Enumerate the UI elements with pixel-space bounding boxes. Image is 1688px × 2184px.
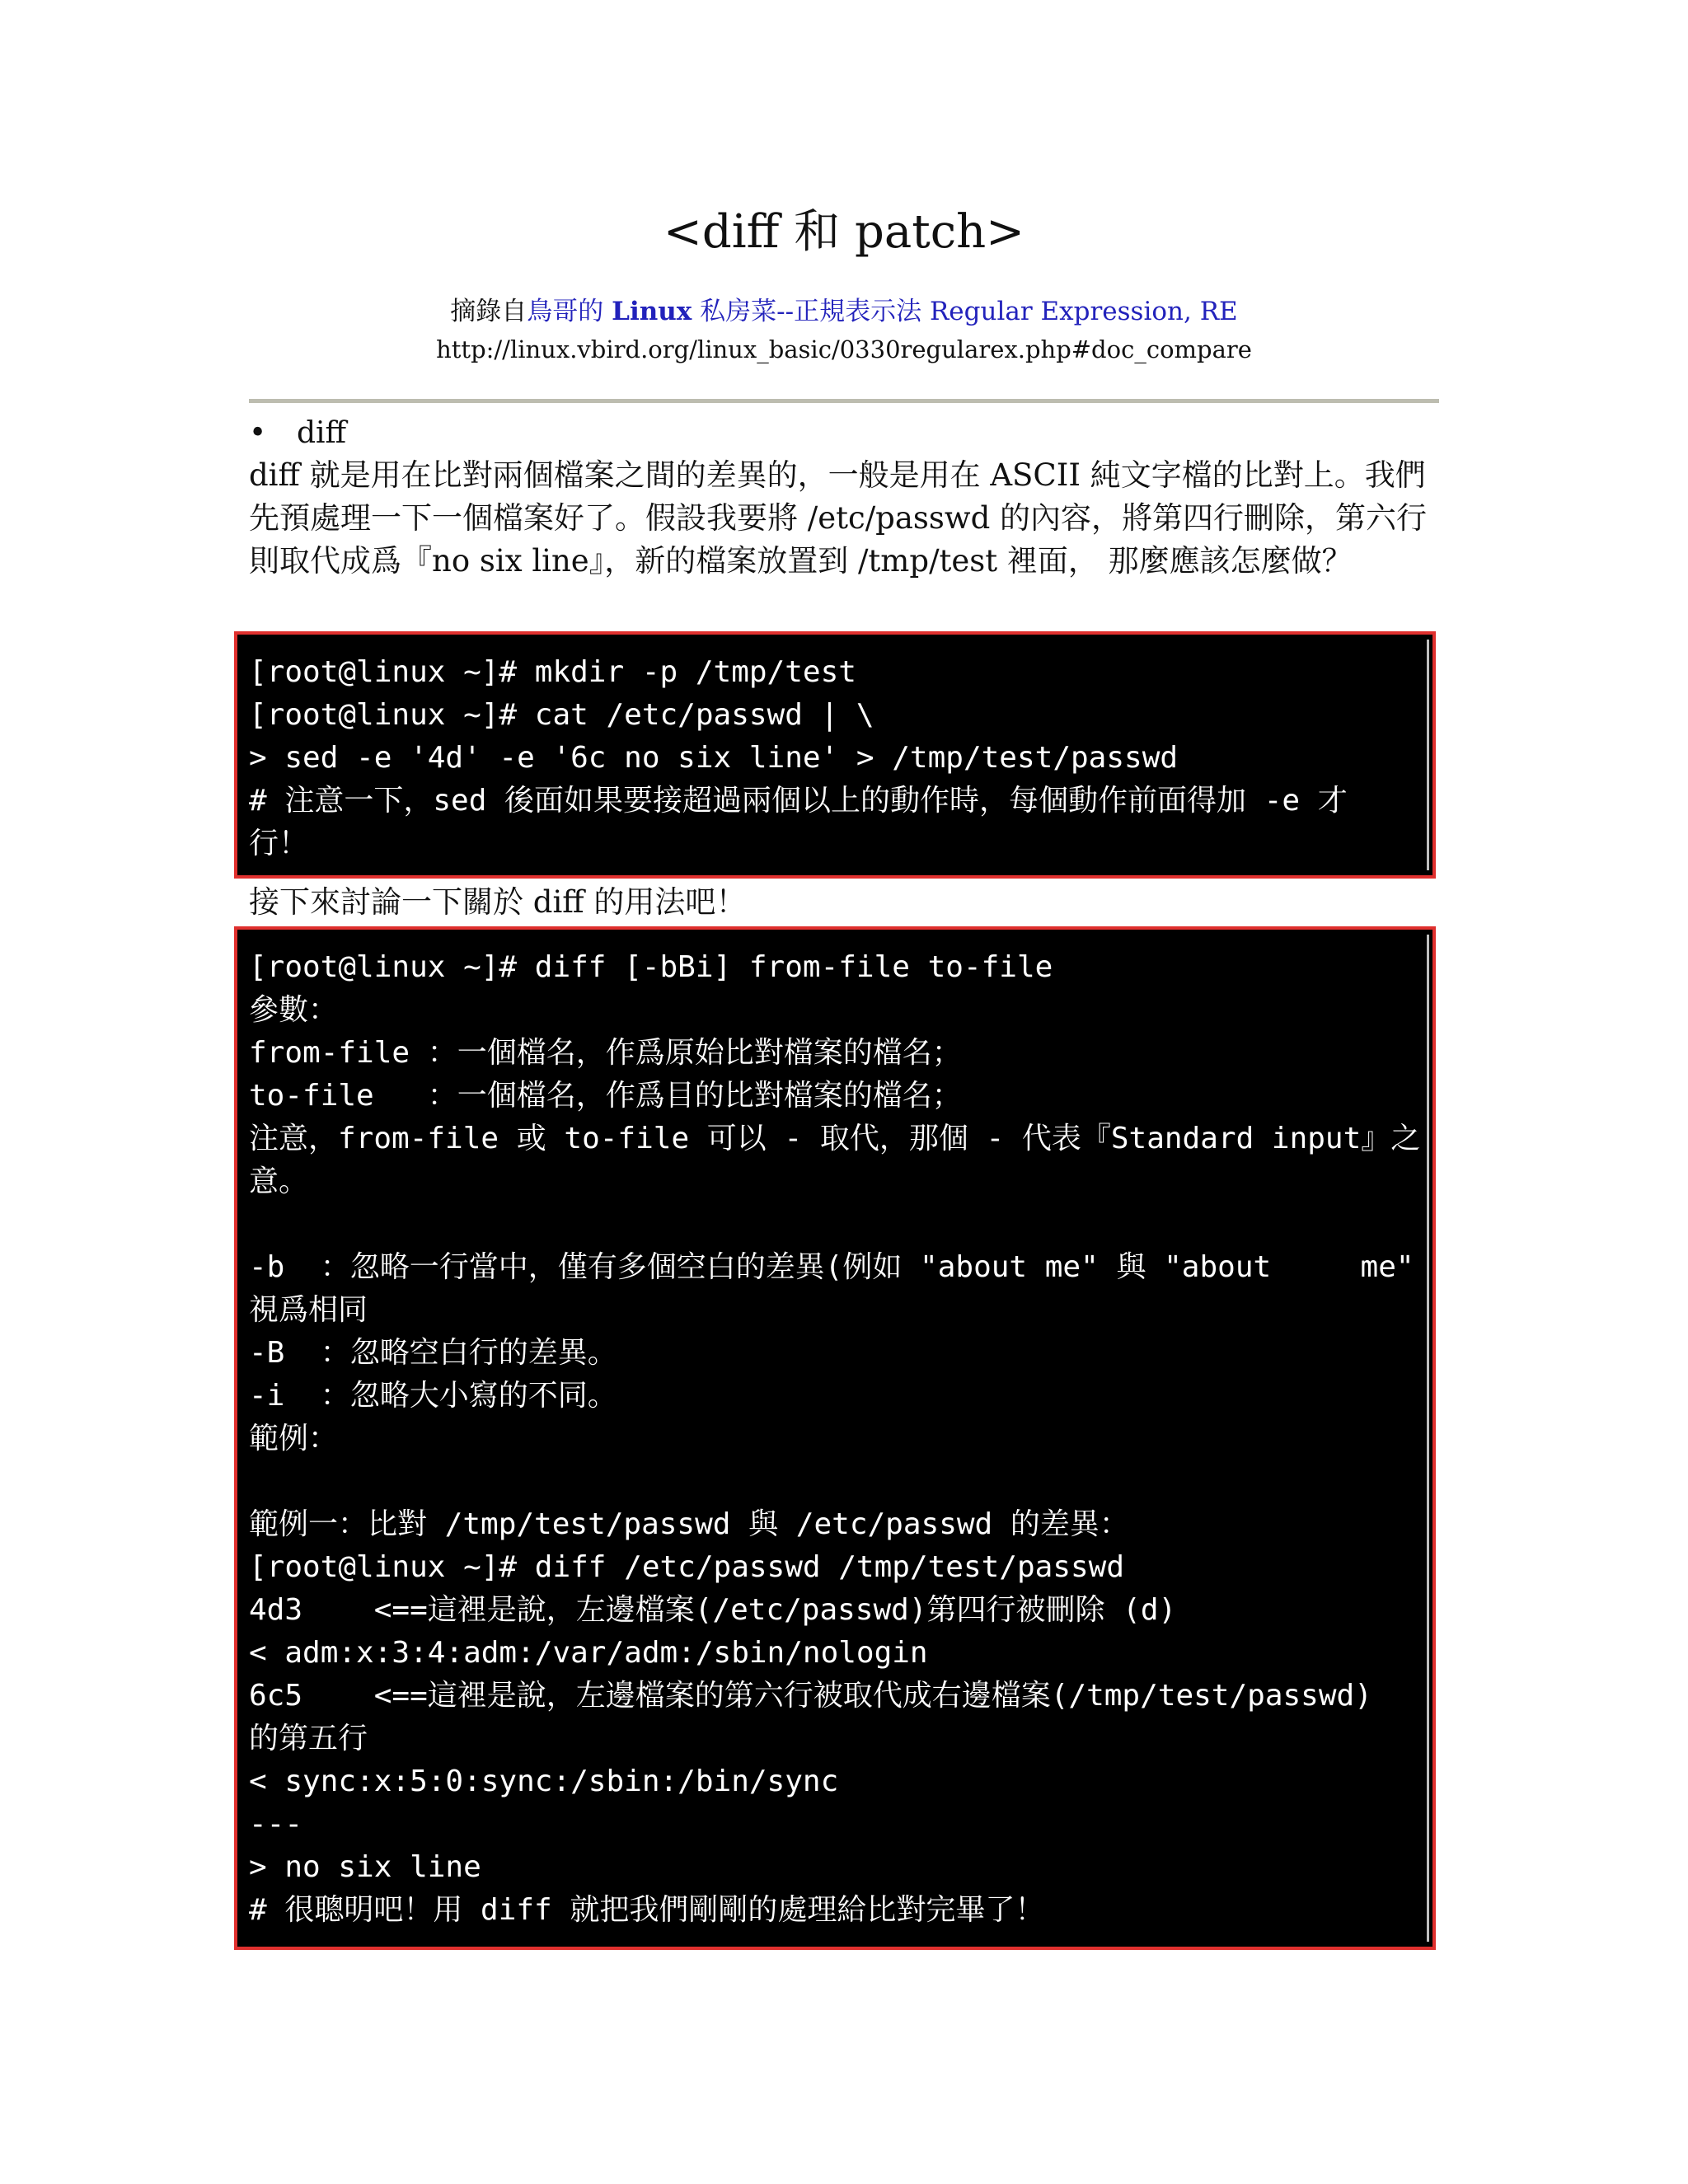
code-lines bbox=[249, 946, 1421, 1932]
source-attribution bbox=[0, 295, 1688, 328]
code-line: -i ：忽略大小寫的不同。 bbox=[249, 1379, 617, 1413]
page-title: <diff 和 patch> bbox=[663, 205, 1025, 259]
source-url: http://linux.vbird.org/linux_basic/0330regularex.php#doc_compare bbox=[436, 335, 1252, 363]
code-line: -B ：忽略空白行的差異。 bbox=[249, 1336, 617, 1370]
code-line: 意。 bbox=[249, 1165, 309, 1198]
horizontal-divider bbox=[249, 399, 1439, 403]
code-line: [root@linux ~]# mkdir -p /tmp/test bbox=[249, 655, 856, 689]
section-heading bbox=[249, 412, 346, 455]
code-line: 行！ bbox=[249, 827, 309, 860]
intro-paragraph: diff 就是用在比對兩個檔案之間的差異的，一般是用在 ASCII 純文字檔的比對上。我們先預處理一下一個檔案好了。假設我要將 /etc/passwd 的內容，將第四行刪除，第六行則取代成爲『no six line』，新的檔案放置到 /tmp/test 裡面， 那麼應該怎麼做？ bbox=[249, 457, 1428, 579]
code-line: 的第五行 bbox=[249, 1722, 368, 1755]
next-paragraph: 接下來討論一下關於 diff 的用法吧！ bbox=[249, 884, 747, 920]
code-line: < sync:x:5:0:sync:/sbin:/bin/sync bbox=[249, 1765, 839, 1798]
code-line: --- bbox=[249, 1807, 303, 1841]
code-line bbox=[249, 1203, 1418, 1246]
source-site-link-bold[interactable]: Linux bbox=[612, 297, 692, 326]
code-line: # 很聰明吧！用 diff 就把我們剛剛的處理給比對完畢了！ bbox=[249, 1893, 1045, 1927]
code-line: [root@linux ~]# diff /etc/passwd /tmp/test/passwd bbox=[249, 1550, 1125, 1584]
code-line bbox=[249, 1460, 1418, 1503]
code-line: 注意，from-file 或 to-file 可以 - 取代，那個 - 代表『Standard input』之 bbox=[249, 1122, 1421, 1155]
source-site-link[interactable]: 鳥哥的 bbox=[527, 297, 612, 326]
code-block-setup bbox=[234, 631, 1436, 879]
code-line: from-file ：一個檔名，作爲原始比對檔案的檔名； bbox=[249, 1036, 962, 1070]
source-prefix: 摘錄自 bbox=[450, 297, 528, 326]
code-line: 範例一：比對 /tmp/test/passwd 與 /etc/passwd 的差異： bbox=[249, 1507, 1129, 1541]
code-line: < adm:x:3:4:adm:/var/adm:/sbin/nologin bbox=[249, 1636, 928, 1670]
code-line: 範例： bbox=[249, 1422, 339, 1455]
section-heading-text: diff bbox=[297, 416, 347, 450]
code-line: > no six line bbox=[249, 1850, 481, 1884]
code-block-diff-usage bbox=[234, 926, 1436, 1950]
code-block-inner-edge bbox=[1427, 640, 1429, 870]
code-lines bbox=[249, 651, 1418, 865]
code-line: to-file ：一個檔名，作爲目的比對檔案的檔名； bbox=[249, 1079, 962, 1113]
code-line: -b ：忽略一行當中，僅有多個空白的差異(例如 "about me" 與 "about me" bbox=[249, 1250, 1414, 1284]
code-line: > sed -e '4d' -e '6c no six line' > /tmp/test/passwd bbox=[249, 741, 1179, 775]
code-line: 6c5 <==這裡是說，左邊檔案的第六行被取代成右邊檔案(/tmp/test/passwd) bbox=[249, 1679, 1372, 1713]
code-line: # 注意一下，sed 後面如果要接超過兩個以上的動作時，每個動作前面得加 -e 才 bbox=[249, 784, 1348, 818]
code-block-inner-edge bbox=[1427, 935, 1429, 1942]
code-line: 視爲相同 bbox=[249, 1293, 368, 1327]
code-line: [root@linux ~]# cat /etc/passwd | \ bbox=[249, 698, 874, 732]
code-line: [root@linux ~]# diff [-bBi] from-file to-file bbox=[249, 950, 1053, 984]
code-line: 參數： bbox=[249, 993, 339, 1027]
source-site-link-rest[interactable]: 私房菜--正規表示法 Regular Expression, RE bbox=[692, 297, 1238, 326]
bullet-icon: • bbox=[249, 416, 267, 450]
code-line: 4d3 <==這裡是說，左邊檔案(/etc/passwd)第四行被刪除 (d) bbox=[249, 1593, 1177, 1627]
